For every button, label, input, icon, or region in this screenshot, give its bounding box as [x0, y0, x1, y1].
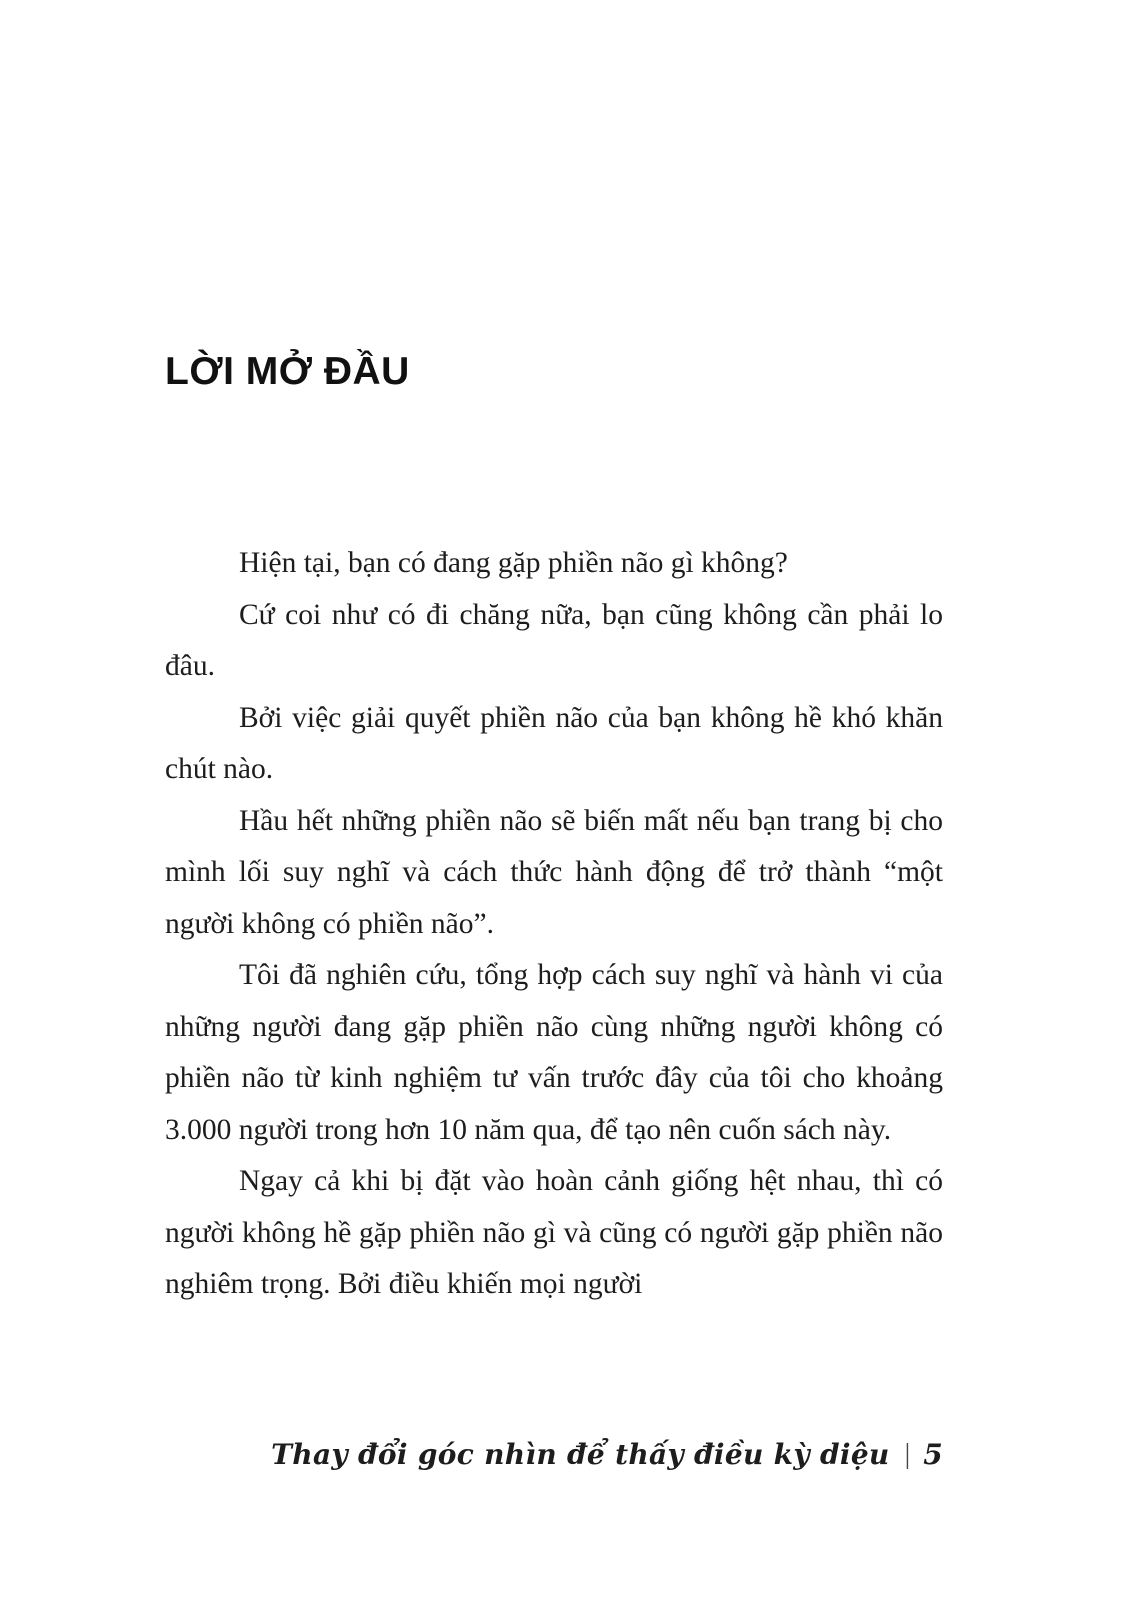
chapter-heading: LỜI MỞ ĐẦU: [165, 350, 410, 393]
paragraph-4: Hầu hết những phiền não sẽ biến mất nếu bạn trang bị cho mình lối suy nghĩ và cách thức hành động để trở thành “một người không có phiền não”.: [165, 804, 943, 940]
footer-separator: |: [904, 1439, 911, 1470]
paragraph-1: Hiện tại, bạn có đang gặp phiền não gì không?: [239, 547, 788, 579]
footer-page-number: 5: [923, 1438, 943, 1471]
paragraph-2: Cứ coi như có đi chăng nữa, bạn cũng không cần phải lo đâu.: [165, 598, 943, 682]
paragraph-6: Ngay cả khi bị đặt vào hoàn cảnh giống hệt nhau, thì có người không hề gặp phiền não gì và cũng có người gặp phiền não nghiêm trọng. Bởi điều khiến mọi người: [165, 1165, 943, 1300]
paragraph-3: Bởi việc giải quyết phiền não của bạn không hề khó khăn chút nào.: [165, 701, 943, 785]
page-footer: [165, 1438, 943, 1472]
body-text: [165, 538, 943, 1311]
footer-book-title: Thay đổi góc nhìn để thấy điều kỳ diệu: [271, 1438, 890, 1471]
paragraph-5: Tôi đã nghiên cứu, tổng hợp cách suy nghĩ và hành vi của những người đang gặp phiền não cùng những người không có phiền não từ kinh nghiệm tư vấn trước đây của tôi cho khoảng 3.000 người trong hơn 10 năm qua, để tạo nên cuốn sách này.: [165, 959, 943, 1146]
